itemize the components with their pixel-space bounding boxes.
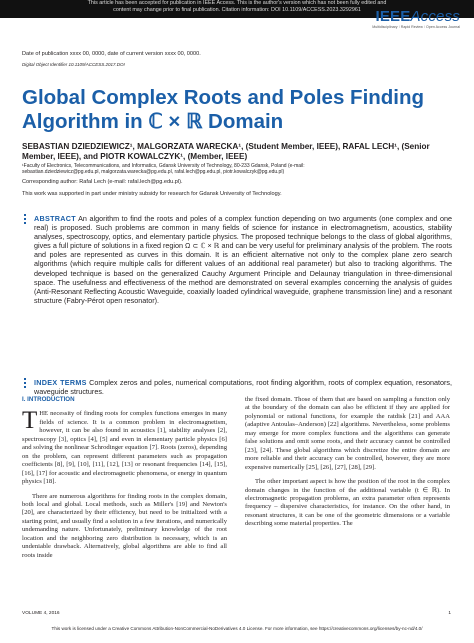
introduction-heading: I. INTRODUCTION (22, 396, 75, 403)
journal-logo (372, 8, 460, 30)
affiliation-line-1: ¹Faculty of Electronics, Telecommunications, and Informatics, Gdansk University of Technology, 80-233 Gdansk, Poland (e-mail: (22, 163, 305, 169)
license-notice: This work is licensed under a Creative Commons Attribution-NonCommercial-NoDerivatives 4.0 License. For more information, see https://creativecommons.org/licenses/by-nc-nd/4.0/ (51, 626, 423, 631)
abstract-body (34, 214, 452, 305)
notice-line-1: This article has been accepted for publication in IEEE Access. This is the author's version which has not been fully edited and (87, 0, 387, 6)
abstract-heading: ABSTRACT (34, 214, 76, 223)
publication-dates: Date of publication xxxx 00, 0000, date of current version xxxx 00, 0000. (22, 51, 201, 57)
volume-label: VOLUME 4, 2016 (22, 611, 60, 616)
intro-paragraph-1 (22, 407, 227, 486)
left-column (22, 396, 227, 566)
right-column (245, 396, 450, 535)
abstract-section (24, 214, 452, 305)
funding-note: This work was supported in part under ministry subsidy for research for Gdansk University of Technology. (22, 191, 282, 197)
logo-brand: IEEE (375, 8, 411, 25)
index-terms-heading: INDEX TERMS (34, 378, 87, 387)
intro-paragraph-4: The other important aspect is how the position of the root in the complex domain changes in the function of the additional variable (t ∈ ℝ). In electromagnetic propagation problems, an extra parameter often represents frequency – dispersive characteristics, for instance. On the other hand, in resonant structures, it can be one of the geometric dimensions or a variable describing some material properties. The (245, 478, 450, 528)
author-list: SEBASTIAN DZIEDZIEWICZ¹, MALGORZATA WARECKA¹, (Student Member, IEEE), RAFAL LECH¹, (Senior Member, IEEE), and PIOTR KOWALCZYK¹, (Member, IEEE) (22, 142, 430, 161)
abstract-text: An algorithm to find the roots and poles of a complex function depending on two arguments (one complex and one real) is proposed. Such problems are common in many fields of science for instance in electromagnetism, acoustics, stability analyses, spectroscopy, optics, and elementary particle physics. The proposed technique belongs to the class of global algorithms, gives a full picture of solutions in a fixed region Ω ⊂ ℂ × ℝ and can be very useful for preliminary analysis of the problem. The roots and poles are represented as curves in this domain. It is an efficient alternative not only to the complex plane zero search algorithms (which require multiple calls for different values of an additional real parameter) but also to tracking algorithms. The developed technique is based on the generalized Cauchy Argument Principle and Delaunay triangulation in three-dimensional space. The usefulness and effectiveness of the method are demonstrated on several examples concerning the analysis of guides (Anti-Resonant Reflecting Acoustic Waveguide, coaxially loaded cylindrical waveguide, graphene transmission line) and a resonant structure (Fabry-Pérot open resonator). (34, 214, 452, 305)
intro-paragraph-3: the fixed domain. Those of them that are based on sampling a function only at the boundary of the domain can also be efficient if they are applied for polynomial or rational functions, for example the ratdisk [21] and AAA (adaptive Antoulas–Anderson) [22] algorithms. Nevertheless, some problems may emerge for more complex functions and the algorithms can generate false solutions and omit some roots, and their accuracy cannot be controlled [23], [24]. These global algorithms which discretize the entire domain are more reliable and their accuracy can be controlled, however, they are more expensive numerically [25], [26], [27], [28], [29]. (245, 396, 450, 471)
index-terms-marker-icon (24, 378, 28, 390)
notice-line-2: content may change prior to final publication. Citation information: DOI 10.1109/ACCESS.2023.3292961 (113, 6, 361, 13)
paper-title: Global Complex Roots and Poles Finding Algorithm in ℂ × ℝ Domain (22, 86, 425, 133)
intro-paragraph-2: There are numerous algorithms for finding roots in the complex domain, both local and global. Local methods, such as Miller's [19] and Newton's [20], are characterized by their efficiency, but need to be initialized with a starting point, and usually find a solution in a few iterations, and numerically undemanding nature. Unfortunately, preliminary knowledge of the root location and the neighboring zero distribution is necessary, which is an undeniable drawback. Alternatively, global algorithms are able to find all roots inside (22, 492, 227, 559)
logo-wordmark (375, 8, 460, 25)
logo-tagline: Multidisciplinary ⁝ Rapid Review ⁝ Open Access Journal (372, 25, 460, 29)
page-number: 1 (448, 611, 451, 616)
index-terms-section (24, 378, 452, 396)
corresponding-author: Corresponding author: Rafal Lech (e-mail: rafal.lech@pg.edu.pl). (22, 179, 183, 185)
logo-accent: Access (410, 8, 460, 25)
index-terms-text: Complex zeros and poles, numerical computations, root finding algorithm, roots of complex equation, resonators, waveguide structures. (34, 378, 453, 397)
drop-cap: T (22, 407, 38, 435)
abstract-marker-icon (24, 214, 28, 226)
affiliation-line-2: sebastian.dziedziewicz@pg.edu.pl, malgorzata.warecka@pg.edu.pl, rafal.lech@pg.edu.pl, piotr.kowalczyk@pg.edu.pl) (22, 169, 285, 176)
affiliation (22, 163, 442, 175)
intro-paragraph-1-text: HE necessity of finding roots for complex functions emerges in many fields of science. It is a common problem in electromagnetism, however, it can be also found in acoustics [1], stability analyses [2], spectroscopy [3], optics [4], [5] and even in elementary particle physics [6] and solving the nonlinear Schrodinger equation [7]. Roots (zeros), depending on the problem, can represent different parameters such as propagation coefficients [8], [9], [10], [11], [12], [13] or resonant frequencies [14], [15], [16], [17] for acoustic and electromagnetic phenomena, or energy in quantum physics [18]. (22, 410, 227, 486)
doi-line: Digital Object Identifier 10.1109/ACCESS.2017.DOI (22, 62, 125, 67)
index-terms-body (34, 378, 452, 396)
